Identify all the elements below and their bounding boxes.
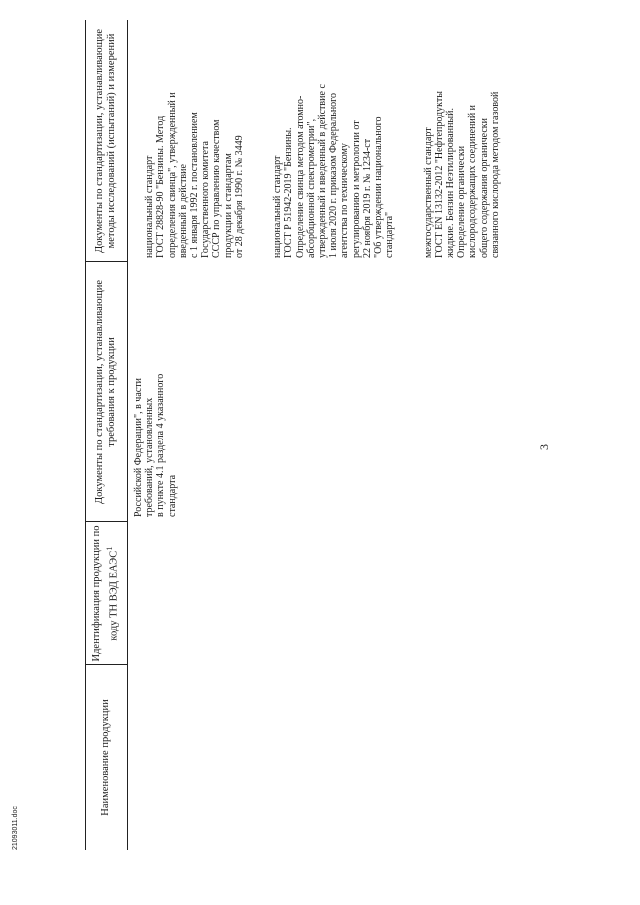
cell-methods xyxy=(133,22,528,258)
header-identification xyxy=(85,522,127,665)
file-reference: 21093011.doc xyxy=(12,806,19,850)
document-table xyxy=(85,20,530,850)
method-entry: национальный стандарт ГОСТ 28828-90 "Бензины. Метод определения свинца", утвержденный и введенный в действие с 1 января 1992 г. постановлением Государственного комитета СССР по управлению качеством продукции и стандартам от 28 декабря 1990 г. № 3449 xyxy=(144,92,245,258)
header-standards-requirements: Документы по стандартизации, устанавливающие требования к продукции xyxy=(94,280,117,504)
cell-standards-requirements: Российской Федерации", в части требований, установленных в пункте 4.1 раздела 4 указанного стандарта xyxy=(133,373,178,517)
header-standards-methods: Документы по стандартизации, устанавливающие методы исследований (испытаний) и измерений xyxy=(94,29,117,253)
header-identification-text: Идентификация продукции по коду ТН ВЭД ЕАЭС$^1$ xyxy=(91,525,120,662)
table-top-border xyxy=(85,20,86,850)
method-entry: межгосударственный стандарт ГОСТ EN 13132-2012 "Нефтепродукты жидкие. Бензин Неэтилированный. Определение органически кислородсодержащих соединений и общего содержания органически связанного кислорода методом газовой xyxy=(422,91,501,258)
header-bottom-border xyxy=(127,20,128,850)
page-number: 3 xyxy=(537,444,551,450)
rotated-page-content xyxy=(85,20,590,850)
footnote-marker: 1 xyxy=(104,546,115,551)
method-entry: национальный стандарт ГОСТ Р 51942-2019 "Бензины. Определение свинца методом атомно- абсорбционной спектрометрии", утвержденный и введенный в действие с 1 июля 2020 г. приказом Федерального агентства по техническому регулированию и метрологии от 22 ноября 2019 г. № 1234-ст "Об утверждении национального стандарта" xyxy=(272,84,396,258)
header-product-name: Наименование продукции xyxy=(100,699,111,816)
